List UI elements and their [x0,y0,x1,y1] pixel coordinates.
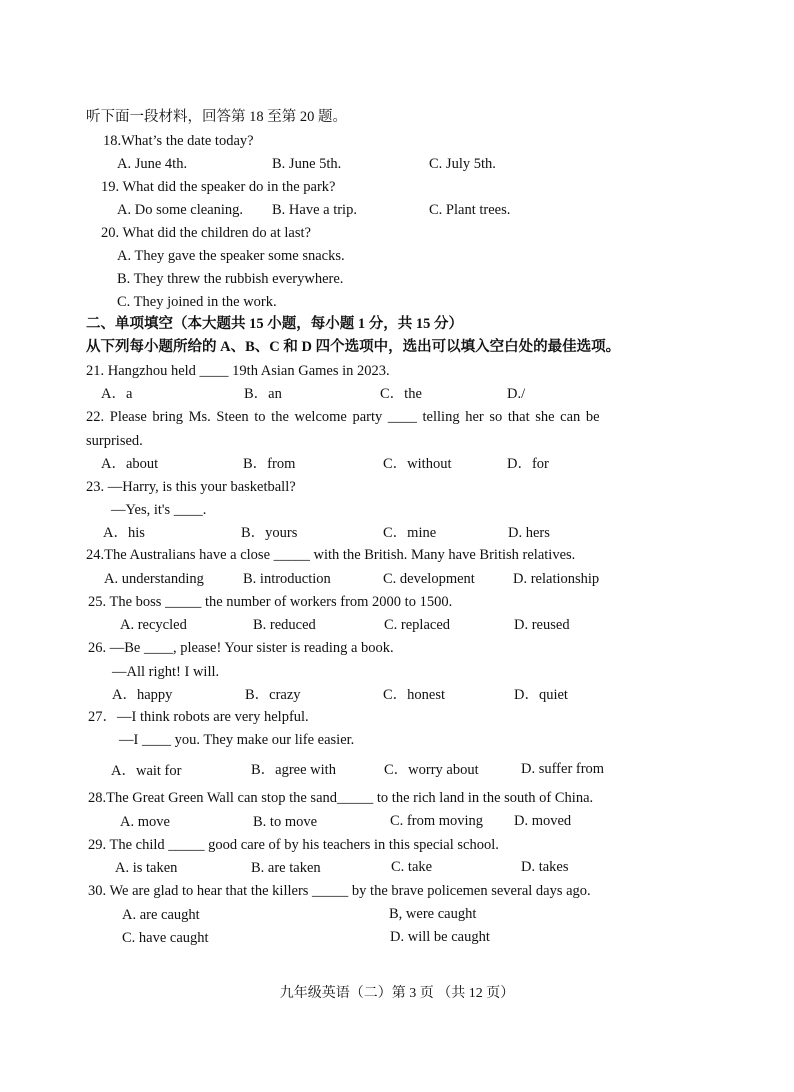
question-19-stem: 19. What did the speaker do in the park? [101,179,336,195]
section-2-instruction: 从下列每小题所给的 A、B、C 和 D 四个选项中，选出可以填入空白处的最佳选项。 [86,339,621,355]
q25-option-a: A. recycled [120,617,187,633]
question-28-stem: 28.The Great Green Wall can stop the sand_____ to the rich land in the south of China. [88,790,594,806]
q27-option-c: C．worry about [384,762,479,778]
q20-option-c: C. They joined in the work. [117,294,277,310]
q27-option-b: B．agree with [251,762,336,778]
section-2-title: 二、单项填空（本大题共 15 小题，每小题 1 分，共 15 分） [86,316,463,332]
q30-option-a: A. are caught [122,907,200,923]
question-23-stem: 23. —Harry, is this your basketball? [86,479,296,495]
q23-option-a: A．his [103,525,145,541]
q24-option-a: A. understanding [104,571,204,587]
question-23-stem-cont: —Yes, it's ____. [111,502,207,518]
q28-option-b: B. to move [253,814,318,830]
question-27-stem: 27．—I think robots are very helpful. [88,709,309,725]
q23-option-d: D. hers [508,525,550,541]
q30-option-b: B, were caught [389,906,477,922]
q18-option-b: B. June 5th. [272,156,342,172]
q18-option-a: A. June 4th. [117,156,188,172]
q22-option-b: B．from [243,456,296,472]
q24-option-b: B. introduction [243,571,331,587]
question-29-stem: 29. The child _____ good care of by his teachers in this special school. [88,837,499,853]
q20-option-a: A. They gave the speaker some snacks. [117,248,345,264]
question-30-stem: 30. We are glad to hear that the killers _____ by the brave policemen several days ago. [88,883,591,899]
q30-option-d: D. will be caught [390,929,490,945]
q29-option-b: B. are taken [251,860,321,876]
question-22-stem-cont: surprised. [86,433,143,449]
question-26-stem: 26. —Be ____, please! Your sister is reading a book. [88,640,394,656]
page-footer: 九年级英语（二）第 3 页 （共 12 页） [279,986,515,1001]
q25-option-c: C. replaced [384,617,451,633]
q21-option-b: B．an [244,386,282,402]
q28-option-c: C. from moving [390,813,484,829]
question-20-stem: 20. What did the children do at last? [101,225,311,241]
q27-option-a: A．wait for [111,763,182,779]
q24-option-d: D. relationship [513,571,600,587]
q19-option-a: A. Do some cleaning. [117,202,244,218]
question-26-stem-cont: —All right! I will. [112,664,220,680]
q19-option-b: B. Have a trip. [272,202,357,218]
q28-option-d: D. moved [514,813,572,829]
q21-option-a: A．a [101,386,133,402]
question-27-stem-cont: —I ____ you. They make our life easier. [119,732,355,748]
q25-option-d: D. reused [514,617,570,633]
q23-option-c: C．mine [383,525,437,541]
q30-option-c: C. have caught [122,930,209,946]
q19-option-c: C. Plant trees. [429,202,511,218]
q29-option-d: D. takes [521,859,569,875]
question-24-stem: 24.The Australians have a close _____ with the British. Many have British relatives. [86,547,576,563]
q20-option-b: B. They threw the rubbish everywhere. [117,271,344,287]
listening-intro: 听下面一段材料，回答第 18 至第 20 题。 [86,109,347,125]
q27-option-d: D. suffer from [521,761,605,777]
q21-option-d: D./ [507,386,526,402]
q22-option-a: A．about [101,456,159,472]
q22-option-d: D．for [507,456,549,472]
q18-option-c: C. July 5th. [429,156,496,172]
question-21-stem: 21. Hangzhou held ____ 19th Asian Games in 2023. [86,363,390,379]
q23-option-b: B．yours [241,525,298,541]
question-18-stem: 18.What’s the date today? [103,133,254,149]
q26-option-d: D．quiet [514,687,568,703]
question-22-stem: 22. Please bring Ms. Steen to the welcome party ____ telling her so that she can be [86,409,600,425]
q28-option-a: A. move [120,814,170,830]
q29-option-a: A. is taken [115,860,178,876]
q25-option-b: B. reduced [253,617,316,633]
q24-option-c: C. development [383,571,475,587]
q26-option-b: B．crazy [245,687,301,703]
q26-option-a: A．happy [112,687,173,703]
q26-option-c: C．honest [383,687,446,703]
q22-option-c: C．without [383,456,452,472]
question-25-stem: 25. The boss _____ the number of workers from 2000 to 1500. [88,594,453,610]
q21-option-c: C．the [380,386,422,402]
q29-option-c: C. take [391,859,433,875]
